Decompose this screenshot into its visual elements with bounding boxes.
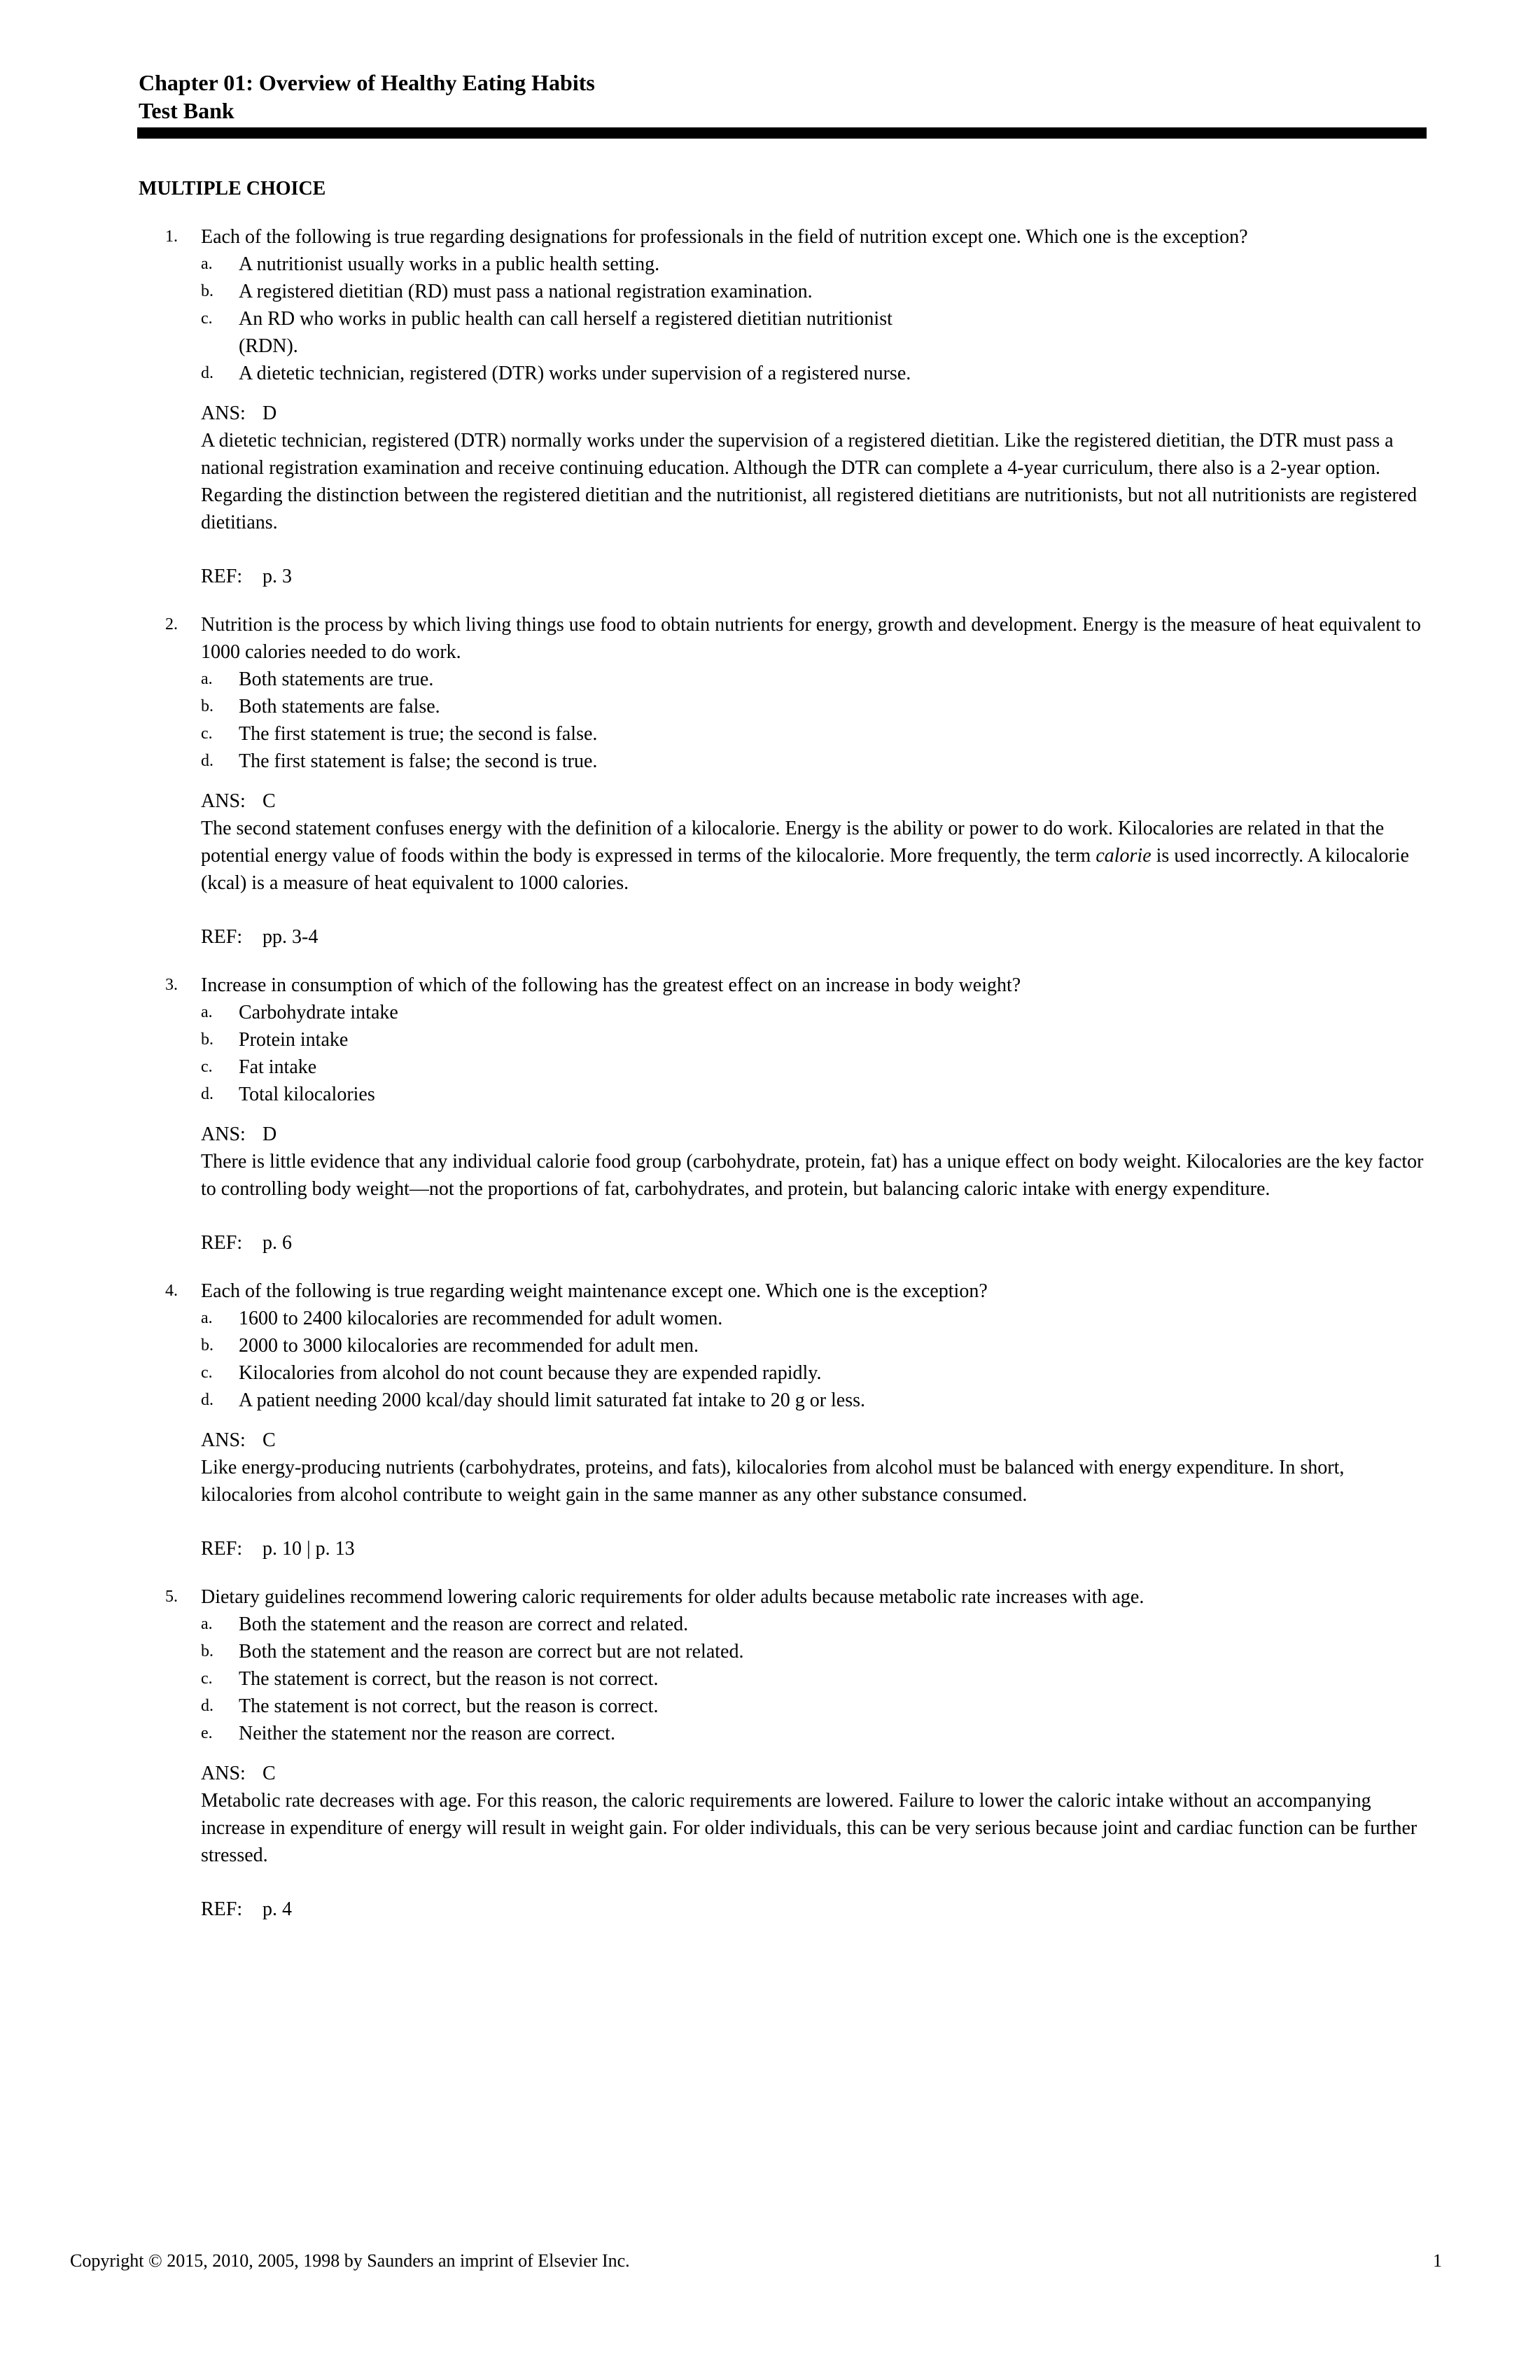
option-text: A registered dietitian (RD) must pass a national registration examination. — [239, 281, 813, 302]
option-b — [201, 1026, 1428, 1054]
ans-label: ANS: — [201, 1429, 246, 1451]
rationale — [201, 815, 1428, 897]
rationale: There is little evidence that any individual calorie food group (carbohydrate, protein, fat) has a unique effect on body weight. Kilocalories are the key factor to controlling body weight—not the proportions of fat, carbohydrates, and protein, but balancing caloric intake with energy expenditure. — [201, 1151, 1424, 1200]
option-d — [201, 1081, 1428, 1108]
question-2 — [139, 611, 1428, 951]
header-rule — [137, 127, 1427, 139]
ref-value: p. 10 | p. 13 — [262, 1538, 355, 1560]
option-letter: c. — [201, 1670, 213, 1688]
ans-label: ANS: — [201, 402, 246, 424]
option-text: 2000 to 3000 kilocalories are recommended for adult men. — [239, 1335, 699, 1357]
ref-value: p. 4 — [262, 1898, 292, 1920]
option-text: Kilocalories from alcohol do not count because they are expended rapidly. — [239, 1362, 822, 1384]
answer-block — [201, 788, 1428, 951]
option-c — [201, 305, 939, 360]
answer-value: C — [262, 1763, 276, 1784]
option-letter: c. — [201, 1058, 213, 1076]
option-text: Both statements are true. — [239, 668, 434, 690]
option-c — [201, 1665, 1428, 1693]
question-4 — [139, 1278, 1428, 1562]
option-a — [201, 1305, 1428, 1332]
answer-value: D — [262, 402, 277, 424]
answer-value: D — [262, 1124, 277, 1145]
chapter-title: Chapter 01: Overview of Healthy Eating Habits — [139, 70, 595, 95]
ref-label: REF: — [201, 1538, 243, 1560]
copyright-notice: Copyright © 2015, 2010, 2005, 1998 by Saunders an imprint of Elsevier Inc. — [70, 2250, 630, 2271]
answer-block — [201, 1760, 1428, 1923]
option-letter: c. — [201, 309, 213, 328]
ref-label: REF: — [201, 566, 243, 587]
option-list — [201, 999, 1428, 1108]
option-text: A dietetic technician, registered (DTR) works under supervision of a registered nurse. — [239, 363, 911, 384]
option-letter: d. — [201, 752, 214, 770]
option-text: Fat intake — [239, 1056, 317, 1078]
document-body — [139, 175, 1428, 1944]
reference-line — [201, 1896, 1428, 1923]
option-list — [201, 666, 1428, 775]
ref-value: p. 3 — [262, 566, 292, 587]
option-d — [201, 1693, 1428, 1720]
answer-line — [201, 1760, 1428, 1787]
answer-line — [201, 1121, 1428, 1148]
option-text: The statement is correct, but the reason is not correct. — [239, 1668, 659, 1690]
option-text: Carbohydrate intake — [239, 1002, 398, 1023]
option-letter: a. — [201, 1003, 213, 1021]
ans-label: ANS: — [201, 1124, 246, 1145]
reference-line — [201, 563, 1428, 590]
answer-block — [201, 400, 1428, 590]
option-text: Both the statement and the reason are correct and related. — [239, 1614, 689, 1635]
answer-line — [201, 400, 1428, 427]
option-b — [201, 1638, 1428, 1665]
option-text: A nutritionist usually works in a public health setting. — [239, 253, 660, 275]
option-text: Both the statement and the reason are correct but are not related. — [239, 1641, 744, 1662]
question-1 — [139, 223, 1428, 590]
option-letter: e. — [201, 1724, 213, 1742]
option-letter: c. — [201, 724, 213, 743]
ref-value: pp. 3-4 — [262, 926, 318, 948]
question-stem: Increase in consumption of which of the following has the greatest effect on an increase in body weight? — [201, 974, 1021, 996]
option-text: The first statement is false; the second is true. — [239, 750, 598, 772]
section-heading: MULTIPLE CHOICE — [139, 178, 326, 200]
option-a — [201, 251, 1428, 278]
rationale: A dietetic technician, registered (DTR) normally works under the supervision of a registered dietitian. Like the registered dietitian, the DTR must pass a national registration examination and receive continuing education. Although the DTR can complete a 4-year curriculum, there also is a 2-year option. Regarding the distinction between the registered dietitian and the nutritionist, all registered dietitians are nutritionists, but not all nutritionists are registered dietitians. — [201, 430, 1418, 533]
reference-line — [201, 1229, 1428, 1256]
ref-value: p. 6 — [262, 1232, 292, 1254]
option-list — [201, 251, 1428, 387]
option-c — [201, 1054, 1428, 1081]
option-d — [201, 748, 1428, 775]
ref-label: REF: — [201, 1232, 243, 1254]
option-b — [201, 1332, 1428, 1359]
option-list — [201, 1305, 1428, 1414]
answer-block — [201, 1121, 1428, 1256]
option-text: The first statement is true; the second is false. — [239, 723, 598, 745]
option-b — [201, 693, 1428, 720]
rationale-emphasis: calorie — [1096, 845, 1152, 867]
question-stem: Nutrition is the process by which living things use food to obtain nutrients for energy, growth and development. Energy is the measure of heat equivalent to 1000 calories needed to do work. — [201, 614, 1421, 663]
option-letter: a. — [201, 255, 213, 273]
reference-line — [201, 1535, 1428, 1562]
option-text: 1600 to 2400 kilocalories are recommended for adult women. — [239, 1308, 723, 1329]
rationale-part: The second statement confuses energy with the definition of a kilocalorie. Energy is the ability or power to do work. Kilocalories are related in that the potential energy value of foods within the body is expressed in terms of the kilocalorie. More frequently, the term — [201, 818, 1385, 867]
option-text: Neither the statement nor the reason are correct. — [239, 1723, 615, 1744]
option-text: Total kilocalories — [239, 1084, 375, 1105]
option-letter: d. — [201, 1391, 214, 1409]
option-letter: b. — [201, 1642, 214, 1660]
page-number: 1 — [1433, 2250, 1442, 2271]
question-number: 2. — [165, 615, 178, 634]
option-c — [201, 720, 1428, 748]
option-letter: a. — [201, 1615, 213, 1633]
option-text: An RD who works in public health can call herself a registered dietitian nutritionist (RDN). — [239, 308, 892, 357]
question-number: 5. — [165, 1588, 178, 1606]
question-number: 1. — [165, 227, 178, 246]
option-letter: b. — [201, 1030, 214, 1049]
ans-label: ANS: — [201, 790, 246, 812]
option-letter: d. — [201, 1697, 214, 1715]
question-stem: Each of the following is true regarding designations for professionals in the field of nutrition except one. Which one is the exception? — [201, 226, 1248, 248]
option-d — [201, 360, 974, 387]
option-letter: a. — [201, 1309, 213, 1327]
question-number: 3. — [165, 976, 178, 994]
question-3 — [139, 972, 1428, 1256]
answer-line — [201, 788, 1428, 815]
option-letter: a. — [201, 670, 213, 688]
rationale: Like energy-producing nutrients (carbohydrates, proteins, and fats), kilocalories from alcohol must be balanced with energy expenditure. In short, kilocalories from alcohol contribute to weight gain in the same manner as any other substance consumed. — [201, 1457, 1345, 1506]
answer-value: C — [262, 1429, 276, 1451]
option-text: A patient needing 2000 kcal/day should limit saturated fat intake to 20 g or less. — [239, 1390, 866, 1411]
ans-label: ANS: — [201, 1763, 246, 1784]
option-text: Protein intake — [239, 1029, 349, 1051]
reference-line — [201, 923, 1428, 951]
rationale-part: is used incorrectly. A kilocalorie (kcal) is a measure of heat equivalent to 1000 calories. — [201, 845, 1409, 894]
question-stem: Dietary guidelines recommend lowering caloric requirements for older adults because metabolic rate increases with age. — [201, 1586, 1144, 1608]
ref-label: REF: — [201, 1898, 243, 1920]
option-letter: d. — [201, 364, 214, 382]
answer-line — [201, 1427, 1428, 1454]
option-a — [201, 1611, 1428, 1638]
option-list — [201, 1611, 1428, 1747]
answer-block — [201, 1427, 1428, 1562]
rationale: Metabolic rate decreases with age. For this reason, the caloric requirements are lowered. Failure to lower the caloric intake without an accompanying increase in expenditure of energy will result in weight gain. For older individuals, this can be very serious because joint and cardiac function can be further stressed. — [201, 1790, 1418, 1866]
option-letter: c. — [201, 1364, 213, 1382]
option-d — [201, 1387, 1428, 1414]
option-letter: d. — [201, 1085, 214, 1103]
question-number: 4. — [165, 1282, 178, 1300]
question-stem: Each of the following is true regarding weight maintenance except one. Which one is the exception? — [201, 1280, 988, 1302]
option-letter: b. — [201, 1336, 214, 1354]
page-header — [139, 69, 1427, 125]
option-text: Both statements are false. — [239, 696, 440, 718]
ref-label: REF: — [201, 926, 243, 948]
option-a — [201, 666, 1428, 693]
answer-value: C — [262, 790, 276, 812]
option-a — [201, 999, 1428, 1026]
option-letter: b. — [201, 282, 214, 300]
option-letter: b. — [201, 697, 214, 715]
test-bank-subtitle: Test Bank — [139, 98, 234, 123]
option-c — [201, 1359, 1428, 1387]
option-text: The statement is not correct, but the reason is correct. — [239, 1695, 659, 1717]
option-e — [201, 1720, 1428, 1747]
option-b — [201, 278, 1428, 305]
question-5 — [139, 1583, 1428, 1923]
